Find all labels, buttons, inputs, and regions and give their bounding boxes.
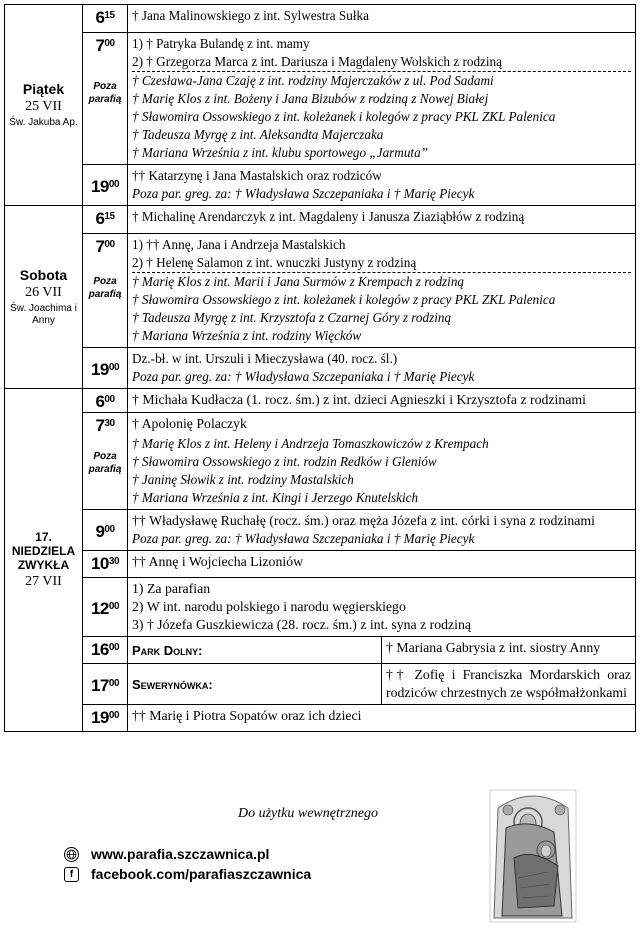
mass-intention: † Jana Malinowskiego z int. Sylwestra Sułka xyxy=(128,5,636,33)
mass-intention: † Michała Kudłacza (1. rocz. śm.) z int. dzieci Agnieszki i Krzysztofa z rodzinami xyxy=(128,389,636,413)
facebook-link[interactable] xyxy=(64,866,311,882)
mass-time: $16^{00}$ xyxy=(83,637,128,664)
mass-intention: †† Annę i Wojciecha Lizoniów xyxy=(128,551,636,578)
mass-intention: †† Katarzynę i Jana Mastalskich oraz rodziców Poza par. greg. za: † Władysława Szczepaniaka i † Marię Piecyk xyxy=(128,165,636,206)
mass-intention: 1) †† Annę, Jana i Andrzeja Mastalskich 2) † Helenę Salamon z int. wnuczki Justyny z rodziną † Marię Klos z int. Marii i Jana Surmów z Krempach z rodziną † Sławomira Ossowskiego z int. koleżanek i kolegów z pracy PKL ZKL Palenica † Tadeusza Myrgę z int. Krzysztofa z Czarnej Góry z rodziną † Mariana Września z int. rodziny Więcków xyxy=(128,234,636,348)
mass-time: $6^{00}$ xyxy=(83,389,128,413)
facebook-icon: f xyxy=(64,867,79,882)
mass-time: $6^{15}$ xyxy=(83,5,128,33)
mass-intention: † Mariana Gabrysia z int. siostry Anny xyxy=(382,637,636,664)
day-name-number: 17. xyxy=(35,530,52,544)
facebook-url[interactable]: facebook.com/parafiaszczawnica xyxy=(91,866,312,882)
mass-intention: † Michalinę Arendarczyk z int. Magdaleny i Janusza Ziaziąbłów z rodziną xyxy=(128,206,636,234)
day-friday xyxy=(5,5,83,206)
mass-intention: †† Marię i Piotra Sopatów oraz ich dzieci xyxy=(128,705,636,732)
mass-intention: 1) Za parafian 2) W int. narodu polskiego i narodu węgierskiego 3) † Józefa Guszkiewicza (28. rocz. śm.) z int. syna z rodziną xyxy=(128,578,636,637)
mass-intention: †† Zofię i Franciszka Mordarskich oraz rodziców chrzestnych ze współmałżonkami xyxy=(382,664,636,705)
mass-time: $17^{00}$ xyxy=(83,664,128,705)
mass-time: $19^{00}$ xyxy=(83,165,128,206)
mass-intention: 1) † Patryka Bulandę z int. mamy 2) † Grzegorza Marca z int. Dariusza i Magdaleny Wolskich z rodziną † Czesława-Jana Czaję z int. rodziny Majerczaków z ul. Pod Sadami † Marię Klos z int. Bożeny i Jana Bizubów z rodziną z Nowej Białej † Sławomira Ossowskiego z int. koleżanek i kolegów z pracy PKL ZKL Palenica † Tadeusza Myrgę z int. Aleksandta Majerczaka † Mariana Września z int. klubu sportowego „Jarmuta” xyxy=(128,33,636,165)
website-link[interactable] xyxy=(64,846,269,862)
day-feast: Św. Joachima i Anny xyxy=(10,303,77,326)
internal-use-note: Do użytku wewnętrznego xyxy=(238,806,378,821)
mass-place: Sewerynówka: xyxy=(128,664,382,705)
mass-time: $7^{00}$ Poza parafią xyxy=(83,33,128,165)
mass-time: $19^{00}$ xyxy=(83,348,128,389)
mass-time: $7^{00}$ Poza parafią xyxy=(83,234,128,348)
day-name-line3: ZWYKŁA xyxy=(17,558,70,572)
mass-time: $6^{15}$ xyxy=(83,206,128,234)
day-name-line2: NIEDZIELA xyxy=(11,544,76,558)
outside-parish-label: Poza parafią xyxy=(88,451,122,475)
globe-icon xyxy=(64,847,79,862)
mass-intention: Dz.-bł. w int. Urszuli i Mieczysława (40. rocz. śl.) Poza par. greg. za: † Władysława Szczepaniaka i † Marię Piecyk xyxy=(128,348,636,389)
mass-time: $12^{00}$ xyxy=(83,578,128,637)
day-saturday xyxy=(5,206,83,389)
day-feast: Św. Jakuba Ap. xyxy=(9,117,78,128)
mass-time: $7^{30}$ Poza parafią xyxy=(83,413,128,510)
outside-parish-label: Poza parafią xyxy=(88,276,122,300)
day-date: 26 VII xyxy=(25,285,62,300)
website-url[interactable]: www.parafia.szczawnica.pl xyxy=(91,846,270,862)
mass-time: $19^{00}$ xyxy=(83,705,128,732)
day-name: Piątek xyxy=(22,81,65,97)
madonna-icon-image xyxy=(488,788,578,924)
mass-place: Park Dolny: xyxy=(128,637,382,664)
day-date: 27 VII xyxy=(25,574,62,589)
mass-time: $10^{30}$ xyxy=(83,551,128,578)
mass-schedule-table xyxy=(4,4,636,732)
mass-time: $9^{00}$ xyxy=(83,510,128,551)
mass-intention: † Apolonię Polaczyk † Marię Klos z int. Heleny i Andrzeja Tomaszkowiczów z Krempach † Sławomira Ossowskiego z int. rodzin Redków i Gleniów † Janinę Słowik z int. rodziny Mastalskich † Mariana Września z int. Kingi i Jerzego Knutelskich xyxy=(128,413,636,510)
outside-parish-label: Poza parafią xyxy=(88,81,122,105)
day-date: 25 VII xyxy=(25,99,62,114)
day-sunday xyxy=(5,389,83,732)
mass-intention: †† Władysławę Ruchałę (rocz. śm.) oraz męża Józefa z int. córki i syna z rodzinami Poza par. greg. za: † Władysława Szczepaniaka i † Marię Piecyk xyxy=(128,510,636,551)
day-name: Sobota xyxy=(19,267,68,283)
